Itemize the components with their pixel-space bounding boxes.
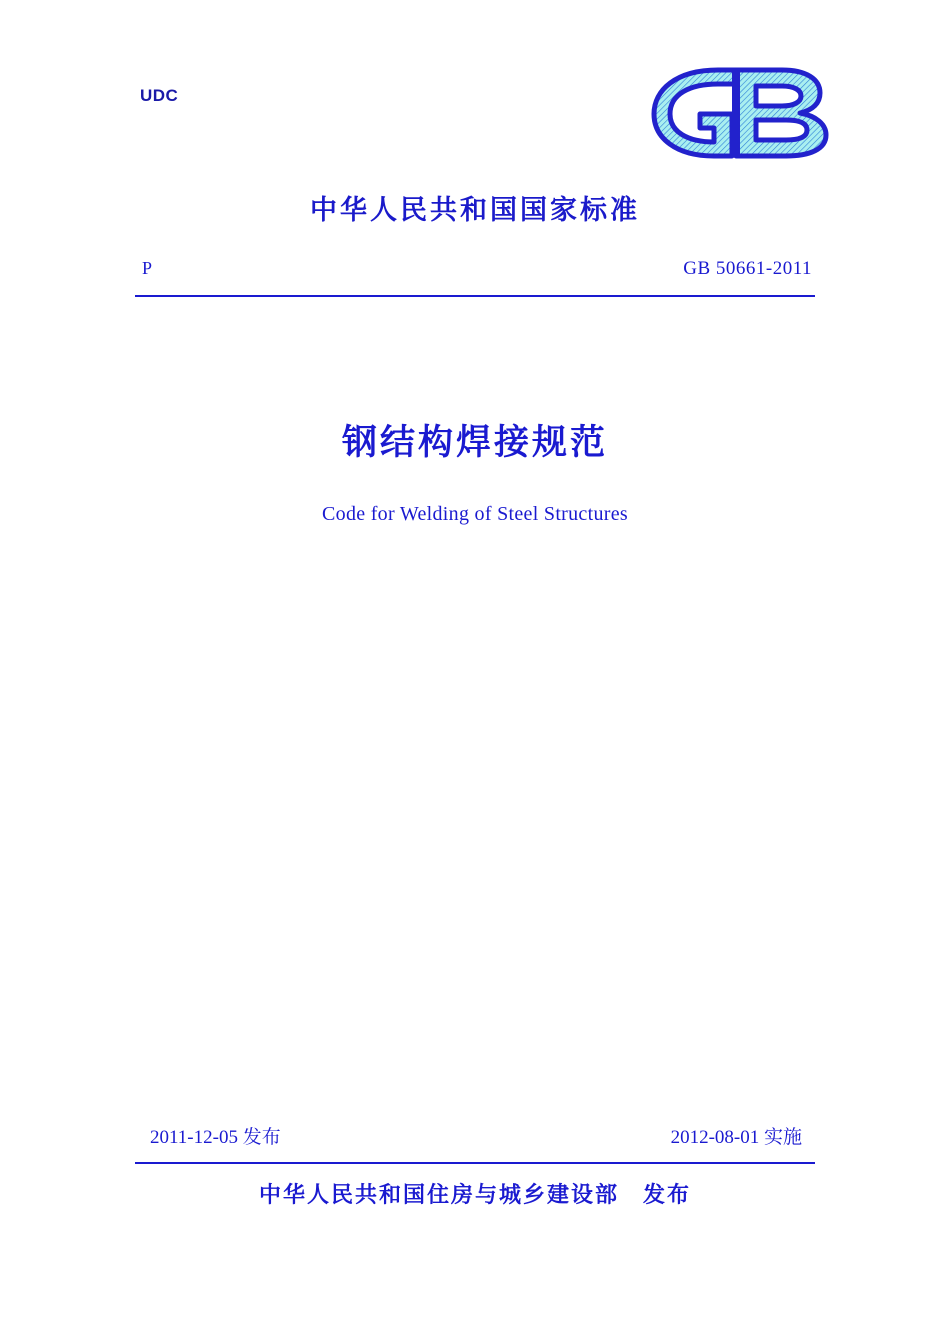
classification-mark: P xyxy=(142,258,153,278)
national-standard-heading: 中华人民共和国国家标准 xyxy=(310,195,640,226)
document-title-chinese: 钢结构焊接规范 xyxy=(341,423,608,463)
effective-date: 2012-08-01 实施 xyxy=(670,1127,802,1148)
issue-date: 2011-12-05 发布 xyxy=(150,1127,281,1148)
udc-label: UDC xyxy=(140,86,179,105)
divider-top xyxy=(135,295,815,297)
document-title-english: Code for Welding of Steel Structures xyxy=(322,503,628,525)
gb-logo-icon xyxy=(640,62,840,162)
publisher-line: 中华人民共和国住房与城乡建设部 发布 xyxy=(258,1183,691,1208)
divider-bottom xyxy=(135,1162,815,1164)
standard-number: GB 50661-2011 xyxy=(683,258,812,279)
